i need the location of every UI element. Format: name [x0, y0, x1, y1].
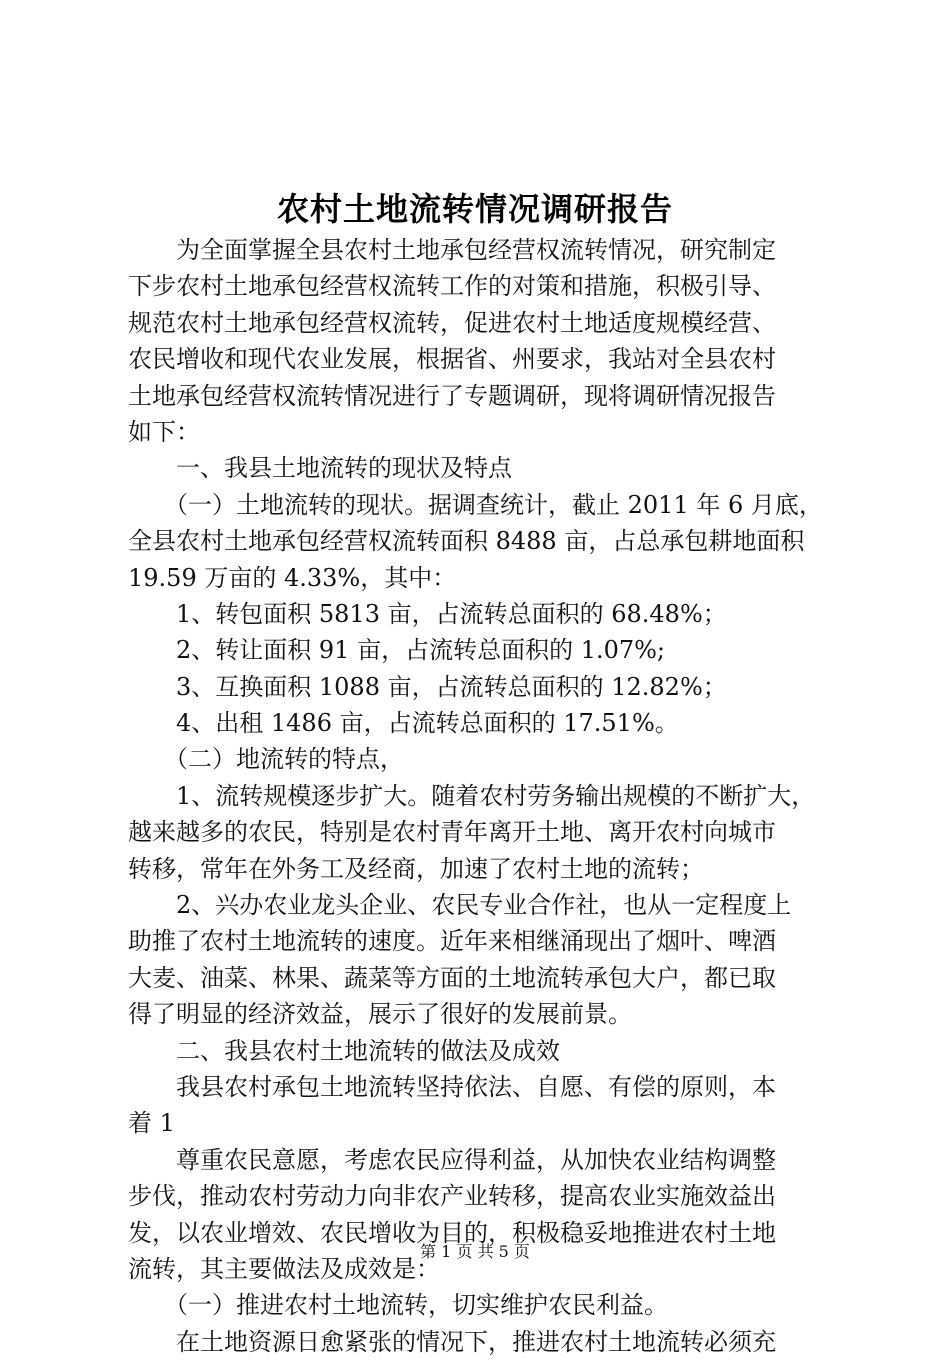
body-line: 在土地资源日愈紧张的情况下，推进农村土地流转必须充 — [128, 1327, 776, 1356]
body-line: 越来越多的农民，特别是农村青年离开土地、离开农村向城市 — [128, 818, 776, 847]
body-line: （一）土地流转的现状。据调查统计，截止 2011 年 6 月底， — [128, 490, 823, 519]
body-line: 发，以农业增效、农民增收为目的，积极稳妥地推进农村土地 — [128, 1218, 776, 1247]
body-line: （二）地流转的特点， — [128, 745, 404, 774]
body-line: 为全面掌握全县农村土地承包经营权流转情况，研究制定 — [128, 236, 776, 264]
body-line: 二、我县农村土地流转的做法及成效 — [128, 1036, 560, 1065]
body-line: 步伐，推动农村劳动力向非农产业转移，提高农业实施效益出 — [128, 1182, 776, 1211]
body-line: 土地承包经营权流转情况进行了专题调研，现将调研情况报告 — [128, 381, 776, 410]
body-line: 如下： — [128, 417, 200, 446]
document-title: 农村土地流转情况调研报告 — [276, 190, 673, 228]
body-line: 着 1 — [128, 1109, 175, 1138]
body-line: 全县农村土地承包经营权流转面积 8488 亩，占总承包耕地面积 — [128, 527, 805, 556]
body-line: 转移，常年在外务工及经商，加速了农村土地的流转； — [128, 854, 704, 883]
body-line: 1、流转规模逐步扩大。随着农村劳务输出规模的不断扩大， — [128, 781, 816, 810]
body-line: 助推了农村土地流转的速度。近年来相继涌现出了烟叶、啤酒 — [128, 927, 776, 956]
body-line: 大麦、油菜、林果、蔬菜等方面的土地流转承包大户，都已取 — [128, 963, 776, 992]
body-line: 3、互换面积 1088 亩，占流转总面积的 12.82%； — [128, 672, 727, 701]
body-line: 下步农村土地承包经营权流转工作的对策和措施，积极引导、 — [128, 272, 776, 301]
body-line: 一、我县土地流转的现状及特点 — [128, 454, 512, 483]
body-line: 我县农村承包土地流转坚持依法、自愿、有偿的原则，本 — [128, 1072, 776, 1101]
document-body — [128, 232, 828, 1360]
body-line: 1、转包面积 5813 亩，占流转总面积的 68.48%； — [128, 599, 727, 628]
body-line: 流转，其主要做法及成效是： — [128, 1254, 440, 1283]
page-footer: 第 1 页 共 5 页 — [420, 1242, 530, 1261]
body-line: 农民增收和现代农业发展，根据省、州要求，我站对全县农村 — [128, 345, 776, 374]
body-line: 19.59 万亩的 4.33%，其中： — [128, 563, 457, 592]
body-line: 得了明显的经济效益，展示了很好的发展前景。 — [128, 1000, 632, 1029]
body-line: （一）推进农村土地流转，切实维护农民利益。 — [128, 1291, 668, 1320]
body-line: 2、转让面积 91 亩，占流转总面积的 1.07%; — [128, 636, 666, 665]
body-line: 4、出租 1486 亩，占流转总面积的 17.51%。 — [128, 709, 679, 738]
body-line: 2、兴办农业龙头企业、农民专业合作社，也从一定程度上 — [128, 891, 792, 920]
body-line: 尊重农民意愿，考虑农民应得利益，从加快农业结构调整 — [128, 1145, 776, 1174]
body-line: 规范农村土地承包经营权流转，促进农村土地适度规模经营、 — [128, 308, 776, 337]
